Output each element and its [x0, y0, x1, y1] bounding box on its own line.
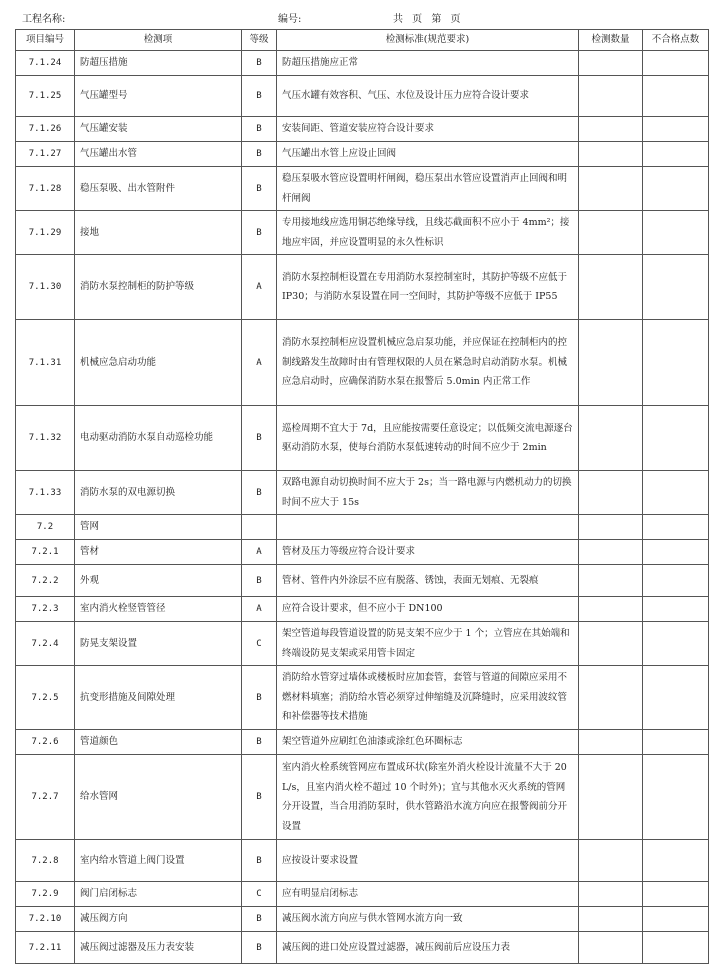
inspection-item-cell: 阀门启闭标志: [75, 882, 242, 907]
quantity-cell: [579, 76, 643, 117]
number-label: 编号:: [278, 14, 302, 25]
quantity-cell: [579, 597, 643, 622]
quantity-cell: [579, 142, 643, 167]
inspection-item-cell: 电动驱动消防水泵自动巡检功能: [75, 406, 242, 471]
table-row: [16, 882, 709, 907]
item-number-cell: 7.2.4: [16, 622, 75, 666]
page-count-label: 共 页 第 页: [393, 14, 461, 25]
item-number-cell: 7.2.7: [16, 755, 75, 840]
inspection-item-cell: 室内消火栓竖管管径: [75, 597, 242, 622]
table-row: [16, 51, 709, 76]
quantity-cell: [579, 565, 643, 597]
inspection-item-cell: 气压罐安装: [75, 117, 242, 142]
item-number-cell: 7.2.3: [16, 597, 75, 622]
fail-count-cell: [643, 907, 709, 932]
item-number-cell: 7.1.26: [16, 117, 75, 142]
standard-cell: 架空管道每段管道设置的防晃支架不应少于 1 个；立管应在其始端和终端设防晃支架或采用管卡固定: [277, 622, 579, 666]
inspection-item-cell: 管材: [75, 540, 242, 565]
standard-cell: 应符合设计要求，但不应小于 DN100: [277, 597, 579, 622]
column-header-level: 等级: [242, 30, 277, 51]
quantity-cell: [579, 540, 643, 565]
standard-cell: 管材及压力等级应符合设计要求: [277, 540, 579, 565]
item-number-cell: 7.2.11: [16, 932, 75, 964]
inspection-item-cell: 防晃支架设置: [75, 622, 242, 666]
fail-count-cell: [643, 255, 709, 320]
column-header-quantity: 检测数量: [579, 30, 643, 51]
grade-cell: B: [242, 907, 277, 932]
grade-cell: B: [242, 755, 277, 840]
fail-count-cell: [643, 540, 709, 565]
standard-cell: 应按设计要求设置: [277, 840, 579, 882]
table-row: [16, 406, 709, 471]
fail-count-cell: [643, 597, 709, 622]
standard-cell: 防超压措施应正常: [277, 51, 579, 76]
inspection-item-cell: 减压阀过滤器及压力表安装: [75, 932, 242, 964]
fail-count-cell: [643, 730, 709, 755]
quantity-cell: [579, 840, 643, 882]
inspection-item-cell: 接地: [75, 211, 242, 255]
table-row: [16, 932, 709, 964]
grade-cell: B: [242, 117, 277, 142]
table-row: [16, 255, 709, 320]
grade-cell: B: [242, 142, 277, 167]
grade-cell: B: [242, 730, 277, 755]
grade-cell: B: [242, 51, 277, 76]
table-row: [16, 666, 709, 730]
table-row: [16, 211, 709, 255]
inspection-item-cell: 消防水泵的双电源切换: [75, 471, 242, 515]
fail-count-cell: [643, 117, 709, 142]
table-row: [16, 515, 709, 540]
standard-cell: 巡检周期不宜大于 7d，且应能按需要任意设定；以低频交流电源逐台驱动消防水泵，使每台消防水泵低速转动的时间不应少于 2min: [277, 406, 579, 471]
fail-count-cell: [643, 320, 709, 406]
table-row: [16, 622, 709, 666]
item-number-cell: 7.2.5: [16, 666, 75, 730]
table-row: [16, 730, 709, 755]
item-number-cell: 7.2: [16, 515, 75, 540]
inspection-item-cell: 机械应急启动功能: [75, 320, 242, 406]
quantity-cell: [579, 515, 643, 540]
item-number-cell: 7.2.2: [16, 565, 75, 597]
quantity-cell: [579, 320, 643, 406]
item-number-cell: 7.2.10: [16, 907, 75, 932]
inspection-item-cell: 管网: [75, 515, 242, 540]
item-number-cell: 7.1.24: [16, 51, 75, 76]
fail-count-cell: [643, 515, 709, 540]
quantity-cell: [579, 755, 643, 840]
quantity-cell: [579, 51, 643, 76]
fail-count-cell: [643, 666, 709, 730]
grade-cell: A: [242, 597, 277, 622]
fail-count-cell: [643, 471, 709, 515]
standard-cell: 消防给水管穿过墙体或楼板时应加套管，套管与管道的间隙应采用不燃材料填塞；消防给水管必须穿过伸缩缝及沉降缝时，应采用波纹管和补偿器等技术措施: [277, 666, 579, 730]
item-number-cell: 7.1.33: [16, 471, 75, 515]
quantity-cell: [579, 167, 643, 211]
project-name-label: 工程名称:: [22, 14, 66, 25]
table-body: [16, 51, 709, 964]
grade-cell: B: [242, 211, 277, 255]
fail-count-cell: [643, 51, 709, 76]
table-row: [16, 565, 709, 597]
item-number-cell: 7.1.32: [16, 406, 75, 471]
standard-cell: 应有明显启闭标志: [277, 882, 579, 907]
item-number-cell: 7.1.30: [16, 255, 75, 320]
item-number-cell: 7.1.28: [16, 167, 75, 211]
table-row: [16, 167, 709, 211]
table-row: [16, 755, 709, 840]
standard-cell: 消防水泵控制柜应设置机械应急启泵功能，并应保证在控制柜内的控制线路发生故障时由有管理权限的人员在紧急时启动消防水泵。机械应急启动时，应确保消防水泵在报警后 5.0min 内正常工作: [277, 320, 579, 406]
quantity-cell: [579, 622, 643, 666]
inspection-item-cell: 减压阀方向: [75, 907, 242, 932]
grade-cell: C: [242, 622, 277, 666]
standard-cell: 架空管道外应刷红色油漆或涂红色环圈标志: [277, 730, 579, 755]
fail-count-cell: [643, 167, 709, 211]
grade-cell: A: [242, 255, 277, 320]
table-row: [16, 117, 709, 142]
table-row: [16, 907, 709, 932]
column-header-fail-count: 不合格点数: [643, 30, 709, 51]
grade-cell: B: [242, 76, 277, 117]
grade-cell: B: [242, 932, 277, 964]
quantity-cell: [579, 471, 643, 515]
table-row: [16, 76, 709, 117]
fail-count-cell: [643, 932, 709, 964]
grade-cell: B: [242, 840, 277, 882]
item-number-cell: 7.2.6: [16, 730, 75, 755]
standard-cell: 减压阀的进口处应设置过滤器，减压阀前后应设压力表: [277, 932, 579, 964]
standard-cell: 专用接地线应选用铜芯绝缘导线，且线芯截面积不应小于 4mm²；接地应牢固，并应设置明显的永久性标识: [277, 211, 579, 255]
item-number-cell: 7.1.25: [16, 76, 75, 117]
inspection-item-cell: 管道颜色: [75, 730, 242, 755]
grade-cell: B: [242, 666, 277, 730]
fail-count-cell: [643, 211, 709, 255]
inspection-item-cell: 消防水泵控制柜的防护等级: [75, 255, 242, 320]
standard-cell: 消防水泵控制柜设置在专用消防水泵控制室时，其防护等级不应低于 IP30；与消防水泵设置在同一空间时，其防护等级不应低于 IP55: [277, 255, 579, 320]
fail-count-cell: [643, 142, 709, 167]
item-number-cell: 7.2.9: [16, 882, 75, 907]
standard-cell: 安装间距、管道安装应符合设计要求: [277, 117, 579, 142]
quantity-cell: [579, 255, 643, 320]
fail-count-cell: [643, 406, 709, 471]
grade-cell: B: [242, 406, 277, 471]
grade-cell: B: [242, 167, 277, 211]
quantity-cell: [579, 932, 643, 964]
standard-cell: 气压水罐有效容积、气压、水位及设计压力应符合设计要求: [277, 76, 579, 117]
standard-cell: 双路电源自动切换时间不应大于 2s；当一路电源与内燃机动力的切换时间不应大于 15s: [277, 471, 579, 515]
inspection-item-cell: 抗变形措施及间隙处理: [75, 666, 242, 730]
quantity-cell: [579, 907, 643, 932]
table-row: [16, 471, 709, 515]
standard-cell: 减压阀水流方向应与供水管网水流方向一致: [277, 907, 579, 932]
grade-cell: A: [242, 320, 277, 406]
grade-cell: [242, 515, 277, 540]
item-number-cell: 7.2.8: [16, 840, 75, 882]
inspection-item-cell: 室内给水管道上阀门设置: [75, 840, 242, 882]
quantity-cell: [579, 730, 643, 755]
table-row: [16, 540, 709, 565]
quantity-cell: [579, 406, 643, 471]
table-row: [16, 142, 709, 167]
inspection-item-cell: 防超压措施: [75, 51, 242, 76]
fail-count-cell: [643, 882, 709, 907]
grade-cell: C: [242, 882, 277, 907]
fail-count-cell: [643, 565, 709, 597]
inspection-table: [15, 29, 709, 964]
item-number-cell: 7.1.29: [16, 211, 75, 255]
item-number-cell: 7.1.27: [16, 142, 75, 167]
quantity-cell: [579, 117, 643, 142]
standard-cell: 室内消火栓系统管网应布置成环状(除室外消火栓设计流量不大于 20L/s，且室内消火栓不超过 10 个时外)；宜与其他水灭火系统的管网分开设置，当合用消防泵时，供水管路沿水流方向应在报警阀前分开设置: [277, 755, 579, 840]
item-number-cell: 7.1.31: [16, 320, 75, 406]
quantity-cell: [579, 666, 643, 730]
fail-count-cell: [643, 840, 709, 882]
table-row: [16, 320, 709, 406]
item-number-cell: 7.2.1: [16, 540, 75, 565]
inspection-item-cell: 气压罐出水管: [75, 142, 242, 167]
fail-count-cell: [643, 76, 709, 117]
fail-count-cell: [643, 622, 709, 666]
grade-cell: B: [242, 471, 277, 515]
grade-cell: B: [242, 565, 277, 597]
standard-cell: 气压罐出水管上应设止回阀: [277, 142, 579, 167]
table-row: [16, 840, 709, 882]
quantity-cell: [579, 211, 643, 255]
column-header-id: 项目编号: [16, 30, 75, 51]
quantity-cell: [579, 882, 643, 907]
inspection-item-cell: 气压罐型号: [75, 76, 242, 117]
grade-cell: A: [242, 540, 277, 565]
column-header-item: 检测项: [75, 30, 242, 51]
standard-cell: 管材、管件内外涂层不应有脱落、锈蚀，表面无划痕、无裂痕: [277, 565, 579, 597]
standard-cell: 稳压泵吸水管应设置明杆闸阀，稳压泵出水管应设置消声止回阀和明杆闸阀: [277, 167, 579, 211]
standard-cell: [277, 515, 579, 540]
inspection-item-cell: 给水管网: [75, 755, 242, 840]
inspection-item-cell: 稳压泵吸、出水管附件: [75, 167, 242, 211]
table-header-row: [16, 30, 709, 51]
table-row: [16, 597, 709, 622]
fail-count-cell: [643, 755, 709, 840]
column-header-standard: 检测标准(规范要求): [277, 30, 579, 51]
inspection-item-cell: 外观: [75, 565, 242, 597]
